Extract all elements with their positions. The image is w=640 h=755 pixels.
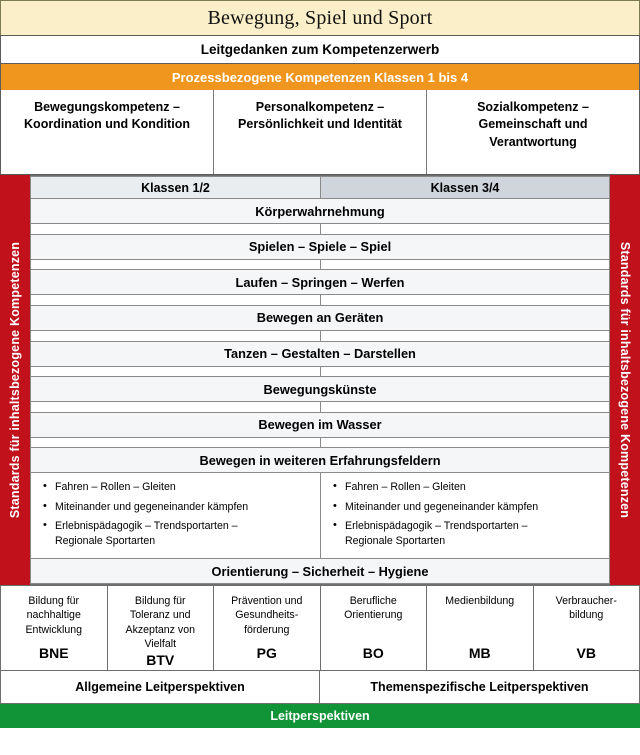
right-standards-rail	[610, 175, 640, 585]
class-header-1-2	[30, 176, 320, 199]
class-header-3-4	[320, 176, 610, 199]
spacer-cell-left	[30, 295, 320, 306]
experience-fields-left	[30, 473, 320, 559]
topic-label: Laufen – Springen – Werfen	[235, 274, 405, 290]
competence-label: Personalkompetenz – Persönlichkeit und Identität	[238, 100, 402, 132]
leitperspektive-vb	[534, 586, 640, 670]
leitperspektive-name: Berufliche Orientierung	[344, 595, 403, 622]
list-item: • Miteinander und gegeneinander kämpfen	[345, 500, 603, 515]
spacer-cell-left	[30, 367, 320, 378]
group-label: Themenspezifische Leitperspektiven	[370, 680, 589, 694]
topic-label: Bewegen in weiteren Erfahrungsfeldern	[199, 452, 441, 468]
leitperspektive-name: Bildung für nachhaltige Entwicklung	[25, 595, 83, 636]
group-label: Allgemeine Leitperspektiven	[75, 680, 245, 694]
topic-spacer	[30, 295, 610, 306]
list-item: • Fahren – Rollen – Gleiten	[345, 480, 603, 495]
left-rail-label: Standards für inhaltsbezogene Kompetenzen	[8, 241, 23, 519]
topic-spacer	[30, 402, 610, 413]
spacer-cell-right	[320, 260, 610, 271]
subtitle-text: Leitgedanken zum Kompetenzerwerb	[200, 42, 440, 57]
diagram-title-bar	[0, 0, 640, 35]
leitperspektive-abbr: BO	[362, 645, 384, 661]
spacer-cell-right	[320, 224, 610, 235]
spacer-cell-right	[320, 367, 610, 378]
spacer-cell-right	[320, 438, 610, 449]
topic-band-tanzen	[30, 342, 610, 367]
topic-band-spielen	[30, 235, 610, 260]
experience-list-right	[325, 480, 603, 549]
spacer-cell-right	[320, 295, 610, 306]
experience-fields-row	[30, 473, 610, 559]
leitperspektive-name: Verbraucher- bildung	[555, 595, 617, 622]
topic-spacer	[30, 224, 610, 235]
process-competences-label: Prozessbezogene Kompetenzen Klassen 1 bis 4	[171, 69, 469, 85]
spacer-cell-right	[320, 402, 610, 413]
topic-band-geraete	[30, 306, 610, 331]
leitperspektiven-footer-label: Leitperspektiven	[270, 709, 370, 723]
group-themenspezifische	[320, 671, 639, 703]
list-item: • Erlebnispädagogik – Trendsportarten – Regionale Sportarten	[55, 519, 314, 549]
topic-label: Spielen – Spiele – Spiel	[248, 239, 392, 255]
list-item: • Fahren – Rollen – Gleiten	[55, 480, 314, 495]
leitperspektive-bo	[321, 586, 428, 670]
list-item: • Miteinander und gegeneinander kämpfen	[55, 500, 314, 515]
leitperspektive-name: Bildung für Toleranz und Akzeptanz von Vielfalt	[125, 595, 195, 651]
topic-band-wasser	[30, 413, 610, 438]
experience-fields-right	[320, 473, 610, 559]
leitperspektiven-columns	[0, 585, 640, 671]
class-header-row	[30, 176, 610, 199]
topic-band-erfahrungsfelder	[30, 448, 610, 473]
orientation-band	[30, 559, 610, 584]
leitperspektive-abbr: BTV	[146, 651, 175, 668]
leitperspektive-abbr: PG	[256, 645, 277, 661]
topic-band-koerperwahrnehmung	[30, 199, 610, 224]
leitperspektiven-groups	[0, 671, 640, 704]
topic-label: Bewegen an Geräten	[256, 310, 384, 326]
competence-label: Bewegungskompetenz – Koordination und Kondition	[24, 100, 190, 132]
spacer-cell-left	[30, 260, 320, 271]
standards-content	[30, 175, 610, 585]
spacer-cell-left	[30, 331, 320, 342]
competence-columns	[0, 90, 640, 175]
topic-band-laufen	[30, 270, 610, 295]
competence-column-sozial	[427, 90, 639, 174]
left-standards-rail	[0, 175, 30, 585]
leitperspektive-btv	[108, 586, 215, 670]
topic-label: Bewegen im Wasser	[258, 417, 382, 433]
topic-spacer	[30, 260, 610, 271]
competence-column-bewegung	[1, 90, 214, 174]
standards-section	[0, 175, 640, 585]
competence-label: Sozialkompetenz – Gemeinschaft und Verantwortung	[477, 100, 589, 149]
leitperspektive-abbr: MB	[468, 645, 491, 661]
experience-list-left	[35, 480, 314, 549]
subtitle-bar	[0, 35, 640, 64]
leitperspektive-abbr: BNE	[38, 645, 69, 661]
topic-spacer	[30, 331, 610, 342]
topic-label: Körperwahrnehmung	[255, 203, 385, 219]
class-label: Klassen 1/2	[141, 180, 210, 195]
competence-column-personal	[214, 90, 427, 174]
page-title: Bewegung, Spiel und Sport	[207, 6, 433, 29]
spacer-cell-right	[320, 331, 610, 342]
orientation-label: Orientierung – Sicherheit – Hygiene	[211, 563, 429, 579]
topic-label: Bewegungskünste	[263, 381, 377, 397]
leitperspektive-name: Medienbildung	[445, 595, 515, 607]
process-competences-band	[0, 64, 640, 90]
spacer-cell-left	[30, 438, 320, 449]
group-allgemeine	[1, 671, 320, 703]
spacer-cell-left	[30, 224, 320, 235]
right-rail-label: Standards für inhaltsbezogene Kompetenzen	[618, 241, 633, 519]
topic-spacer	[30, 367, 610, 378]
list-item: • Erlebnispädagogik – Trendsportarten – Regionale Sportarten	[345, 519, 603, 549]
class-label: Klassen 3/4	[430, 180, 500, 195]
topic-spacer	[30, 438, 610, 449]
topic-band-bewegungskuenste	[30, 377, 610, 402]
leitperspektive-bne	[1, 586, 108, 670]
leitperspektive-name: Prävention und Gesundheits- förderung	[231, 595, 303, 636]
leitperspektive-abbr: VB	[576, 645, 596, 661]
leitperspektiven-footer-band	[0, 704, 640, 728]
spacer-cell-left	[30, 402, 320, 413]
topic-label: Tanzen – Gestalten – Darstellen	[224, 346, 416, 362]
leitperspektive-pg	[214, 586, 321, 670]
leitperspektive-mb	[427, 586, 534, 670]
